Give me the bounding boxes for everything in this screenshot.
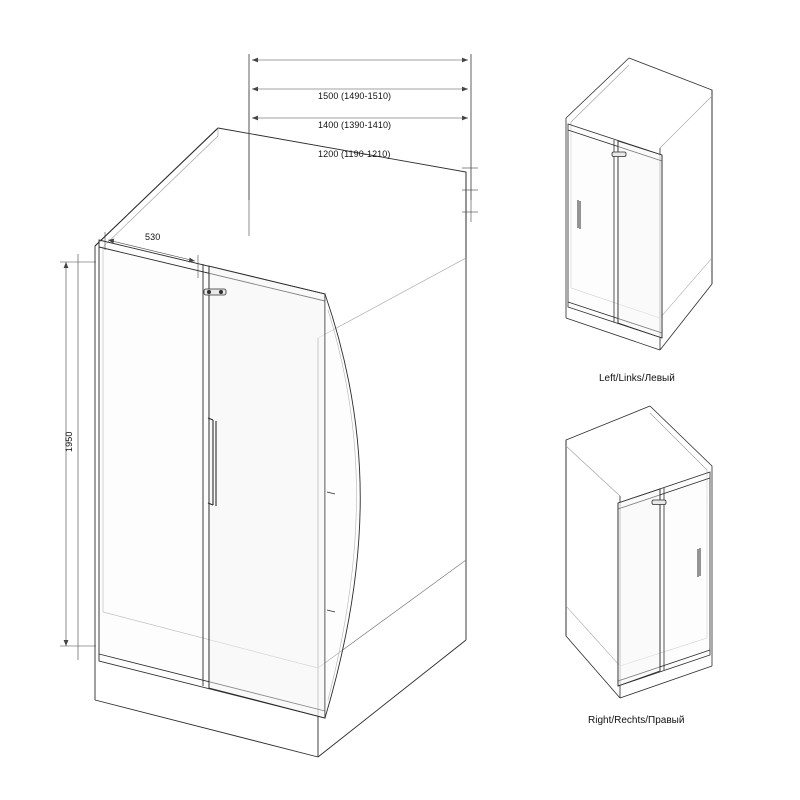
dimension-line-1950 — [60, 254, 96, 660]
dimension-label-1500: 1500 (1490-1510) — [318, 91, 392, 101]
dimension-label-530: 530 — [145, 232, 161, 242]
dimension-label-1400: 1400 (1390-1410) — [318, 120, 392, 130]
variant-left-view — [566, 58, 712, 350]
sliding-door-leaf — [209, 266, 325, 718]
roller-carriage — [204, 289, 226, 295]
variant-right-view — [566, 406, 712, 698]
variant-left-caption: Left/Links/Левый — [599, 373, 675, 384]
curved-glass-edge — [325, 294, 360, 718]
dimension-lines-width — [249, 54, 478, 236]
dimension-label-1950: 1950 — [64, 431, 74, 452]
variant-right-caption: Right/Rechts/Правый — [588, 715, 685, 726]
dimension-label-1200: 1200 (1190-1210) — [318, 149, 391, 159]
